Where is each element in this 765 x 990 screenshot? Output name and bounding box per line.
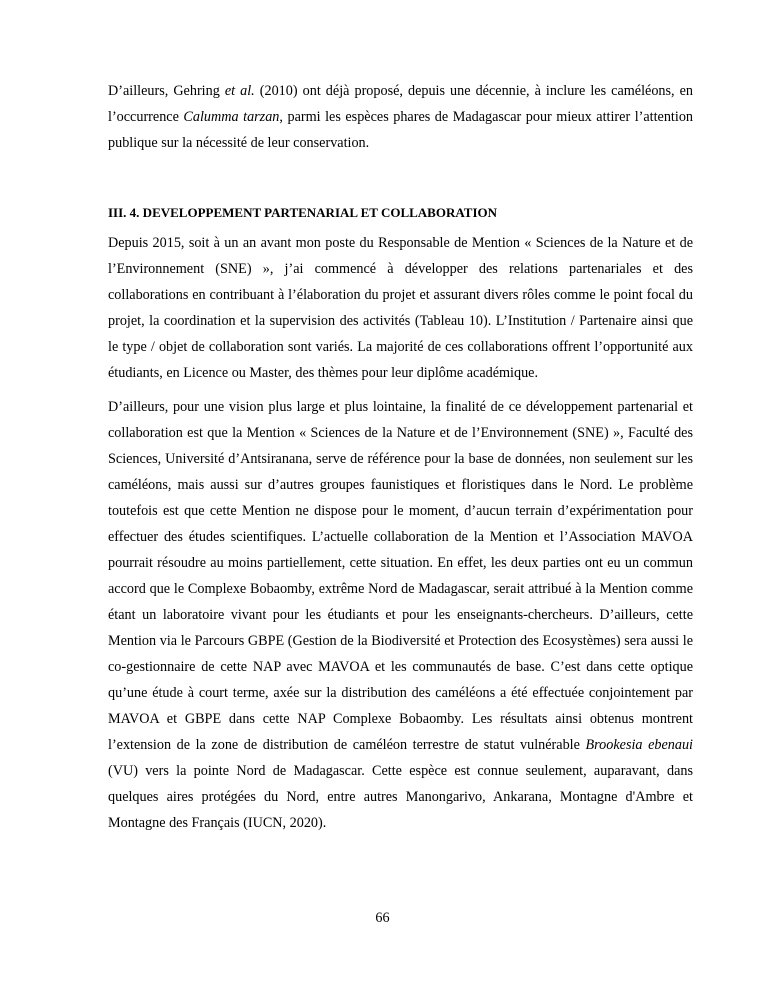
italic-citation: et al. [224, 83, 255, 99]
species-name: Brookesia ebenaui [585, 737, 693, 753]
paragraph-partnership: Depuis 2015, soit à un an avant mon poste du Responsable de Mention « Sciences de la Nature et de l’Environnement (SNE) », j’ai commencé à développer des relations partenariales et des collaborations en contribuant à l’élaboration du projet et assurant divers rôles comme le point focal du projet, la coordination et la supervision des activités (Tableau 10). L’Institution / Partenaire ainsi que le type / objet de collaboration sont variés. La majorité de ces collaborations offrent l’opportunité aux étudiants, en Licence ou Master, des thèmes pour leur diplôme académique. [108, 235, 693, 381]
paragraph-vision [108, 394, 693, 836]
paragraph-text: , parmi les espèces phares de Madagascar pour mieux attirer l’attention publique sur la nécessité de leur conservation. [108, 109, 694, 151]
document-page [108, 78, 693, 836]
section-heading: III. 4. DEVELOPPEMENT PARTENARIAL ET COLLABORATION [108, 205, 498, 220]
paragraph-gehring [108, 78, 693, 156]
paragraph-text: (VU) vers la pointe Nord de Madagascar. Cette espèce est connue seulement, auparavant, dans quelques aires protégées du Nord, entre autres Manongarivo, Ankarana, Montagne d'Ambre et Montagne des Français (IUCN, 2020). [108, 763, 693, 831]
paragraph-text: D’ailleurs, Gehring [108, 83, 225, 99]
page-number: 66 [375, 910, 390, 926]
paragraph-text: D’ailleurs, pour une vision plus large et plus lointaine, la finalité de ce développement partenarial et collaboration est que la Mention « Sciences de la Nature et de l’Environnement (SNE) », Faculté des Sciences, Université d’Antsiranana, serve de référence pour la base de données, non seulement sur les caméléons, mais aussi sur d’autres groupes faunistiques et floristiques dans le Nord. Le problème toutefois est que cette Mention ne dispose pour le moment, d’aucun terrain d’expérimentation pour effectuer des études scientifiques. L’actuelle collaboration de la Mention et l’Association MAVOA pourrait résoudre au moins partiellement, cette situation. En effet, les deux parties ont eu un commun accord que le Complexe Bobaomby, extrême Nord de Madagascar, serait attribué à la Mention comme étant un laboratoire vivant pour les étudiants et pour les enseignants-chercheurs. D’ailleurs, cette Mention via le Parcours GBPE (Gestion de la Biodiversité et Protection des Ecosystèmes) sera aussi le co-gestionnaire de cette NAP avec MAVOA et les communautés de base. C’est dans cette optique qu’une étude à court terme, axée sur la distribution des caméléons a été effectuée conjointement par MAVOA et GBPE dans cette NAP Complexe Bobaomby. Les résultats ainsi obtenus montrent l’extension de la zone de distribution de caméléon terrestre de statut vulnérable [108, 399, 693, 753]
paragraph-text: (2010) ont déjà proposé, depuis une décennie, à inclure les caméléons, en l’occurrence [108, 83, 694, 125]
species-name: Calumma tarzan [183, 109, 280, 125]
